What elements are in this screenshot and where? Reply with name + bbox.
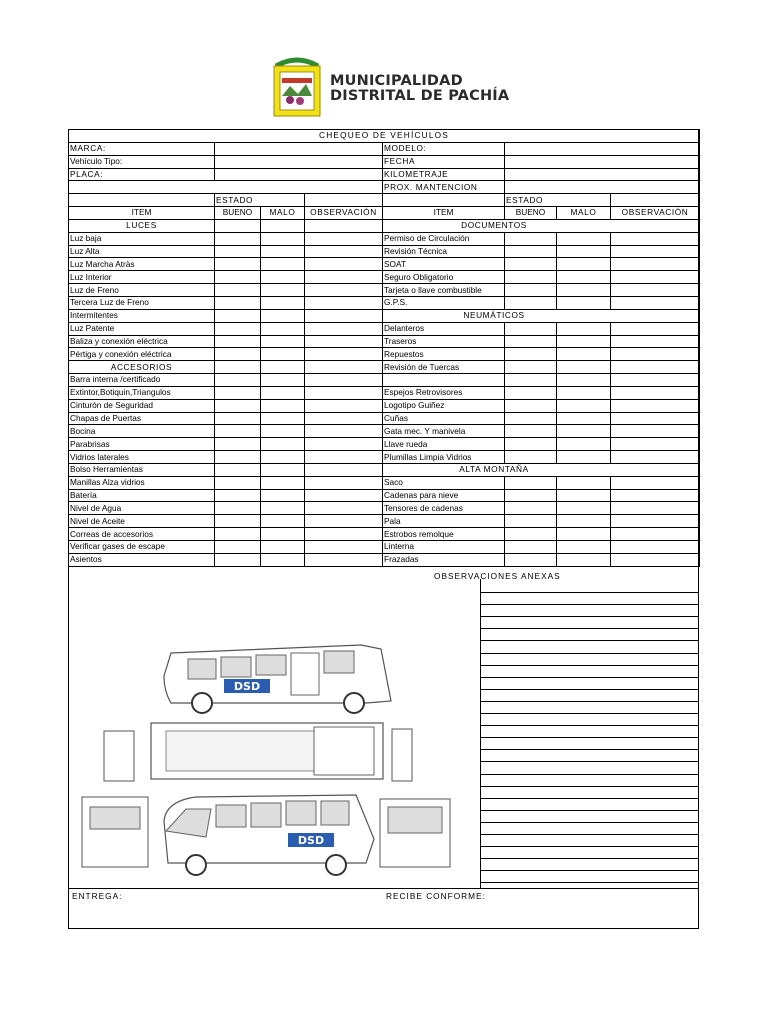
estado-label: ESTADO: [505, 194, 611, 207]
item-label: Barra interna /certificado: [69, 374, 215, 387]
col-malo: MALO: [261, 207, 305, 220]
organization-name: [330, 74, 509, 104]
bus-logo-text: DSD: [297, 834, 325, 847]
form-border: [68, 129, 699, 929]
item-label: Luz de Freno: [69, 284, 215, 297]
field-label: MODELO:: [383, 142, 505, 155]
item-label: Pala: [383, 515, 505, 528]
item-label: Linterna: [383, 541, 505, 554]
item-label: Extintor,Botiquin,Triangulos: [69, 386, 215, 399]
item-label: Bolso Herramientas: [69, 463, 215, 476]
org-line2: DISTRITAL DE PACHÍA: [330, 88, 510, 104]
item-label: Verificar gases de escape: [69, 541, 215, 554]
item-label: Revisión Técnica: [383, 245, 505, 258]
item-label: Permiso de Circulación: [383, 232, 505, 245]
form-title: CHEQUEO DE VEHÍCULOS: [69, 130, 700, 143]
item-label: Delanteros: [383, 322, 505, 335]
item-label: Espejos Retrovisores: [383, 386, 505, 399]
item-label: Estrobos remolque: [383, 528, 505, 541]
col-item: ITEM: [383, 207, 505, 220]
item-label: Tensores de cadenas: [383, 502, 505, 515]
item-label: Nivel de Aceite: [69, 515, 215, 528]
item-label: Correas de accesorios: [69, 528, 215, 541]
item-label: Chapas de Puertas: [69, 412, 215, 425]
item-label: Luz baja: [69, 232, 215, 245]
estado-label: ESTADO: [215, 194, 305, 207]
item-label: Luz Marcha Atràs: [69, 258, 215, 271]
col-observacion: OBSERVACIÓN: [305, 207, 383, 220]
section-documentos: DOCUMENTOS: [383, 219, 700, 232]
item-label: Cuñas: [383, 412, 505, 425]
entrega-label: ENTREGA:: [72, 891, 123, 901]
item-label: Plumillas Limpia Vidrios: [383, 451, 505, 464]
item-label: Seguro Obligatorio: [383, 271, 505, 284]
item-label: Nivel de Agua: [69, 502, 215, 515]
section-luces: LUCES: [69, 219, 215, 232]
field-label: PROX. MANTENCION: [383, 181, 505, 194]
item-label: Frazadas: [383, 553, 505, 566]
section-neumaticos: NEUMÁTICOS: [383, 309, 700, 322]
item-label: Revisión de Tuercas: [383, 361, 505, 374]
col-malo: MALO: [557, 207, 611, 220]
item-label: Baliza y conexión eléctrica: [69, 335, 215, 348]
item-label: Parabrisas: [69, 438, 215, 451]
field-label: PLACA:: [69, 168, 215, 181]
item-label: Batería: [69, 489, 215, 502]
item-label: Bocina: [69, 425, 215, 438]
item-label: Cadenas para nieve: [383, 489, 505, 502]
item-label: Llave rueda: [383, 438, 505, 451]
observaciones-title: OBSERVACIONES ANEXAS: [434, 571, 561, 581]
header: [270, 56, 530, 118]
item-label: Tarjeta o llave combustible: [383, 284, 505, 297]
item-label: Intermitentes: [69, 309, 215, 322]
item-label: Repuestos: [383, 348, 505, 361]
section-alta-montana: ALTA MONTAÑA: [383, 463, 700, 476]
municipal-seal-logo: [270, 56, 324, 118]
item-label: Traseros: [383, 335, 505, 348]
item-label: Saco: [383, 476, 505, 489]
col-observacion: OBSERVACIÓN: [611, 207, 700, 220]
col-bueno: BUENO: [505, 207, 557, 220]
item-label: SOAT: [383, 258, 505, 271]
item-label: Luz Interior: [69, 271, 215, 284]
item-label: Pértiga y conexión eléctrica: [69, 348, 215, 361]
field-label: Vehículo Tipo:: [69, 155, 215, 168]
bus-logo-text: DSD: [233, 680, 261, 693]
recibe-label: RECIBE CONFORME:: [386, 891, 486, 901]
item-label: Logotipo Guiñez: [383, 399, 505, 412]
section-accesorios: ACCESORIOS: [69, 361, 215, 374]
field-label: MARCA:: [69, 142, 215, 155]
item-label: Cinturón de Seguridad: [69, 399, 215, 412]
col-item: ITEM: [69, 207, 215, 220]
col-bueno: BUENO: [215, 207, 261, 220]
item-label: Luz Patente: [69, 322, 215, 335]
field-label: FECHA: [383, 155, 505, 168]
item-label: Gata mec. Y manivela: [383, 425, 505, 438]
item-label: Vidrios laterales: [69, 451, 215, 464]
item-label: Luz Alta: [69, 245, 215, 258]
item-label: Tercera Luz de Freno: [69, 296, 215, 309]
item-label: Manillas Alza vidrios: [69, 476, 215, 489]
item-label: Asientos: [69, 553, 215, 566]
field-label: KILOMETRAJE: [383, 168, 505, 181]
org-line1: MUNICIPALIDAD: [330, 73, 463, 89]
item-label: G.P.S.: [383, 296, 505, 309]
